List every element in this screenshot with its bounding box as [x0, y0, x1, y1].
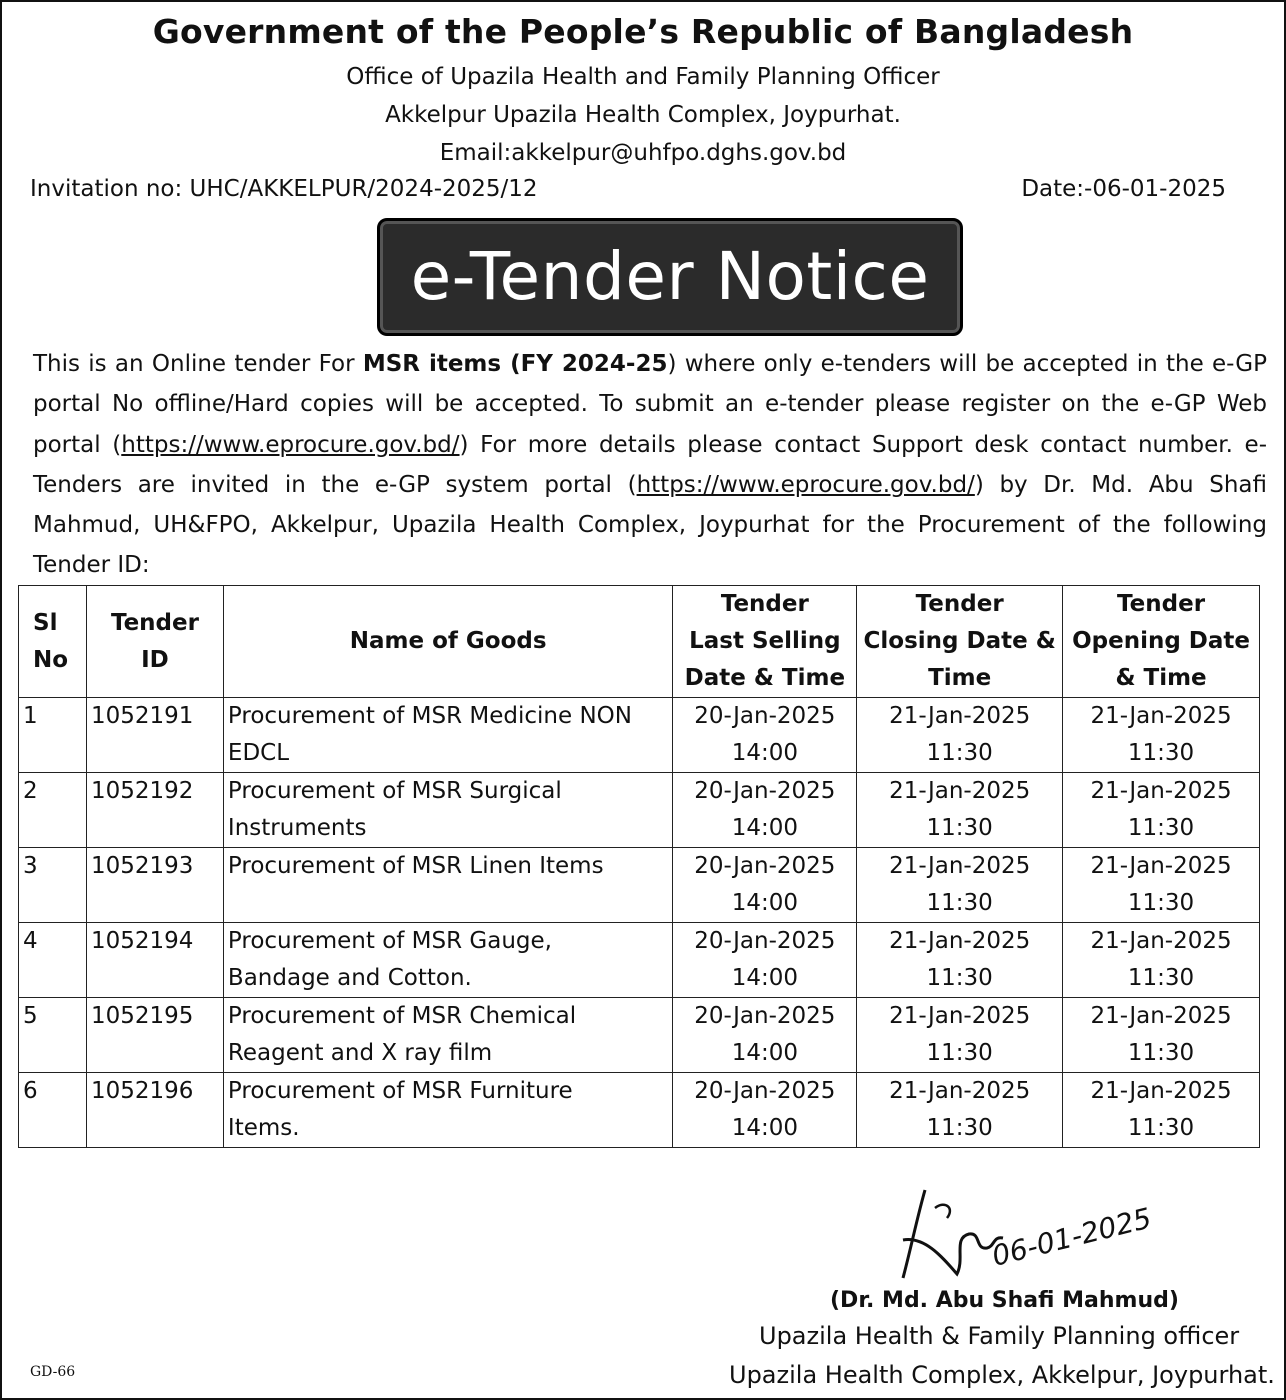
row-opening: 21-Jan-2025 11:30 — [1063, 923, 1260, 998]
office-email: Email:akkelpur@uhfpo.dghs.gov.bd — [439, 140, 847, 166]
row-opening: 21-Jan-2025 11:30 — [1063, 698, 1260, 773]
e-tender-banner: e-Tender Notice — [377, 218, 963, 336]
row-closing: 21-Jan-2025 11:30 — [857, 1073, 1063, 1148]
row-tender-id: 1052194 — [86, 923, 223, 998]
row-goods: Procurement of MSR Furniture Items. — [223, 1073, 673, 1148]
row-selling: 20-Jan-2025 14:00 — [673, 773, 857, 848]
row-opening: 21-Jan-2025 11:30 — [1063, 848, 1260, 923]
row-sl: 3 — [19, 848, 87, 923]
row-closing: 21-Jan-2025 11:30 — [857, 698, 1063, 773]
row-sl: 6 — [19, 1073, 87, 1148]
meta-row — [30, 176, 1226, 202]
row-opening: 21-Jan-2025 11:30 — [1063, 1073, 1260, 1148]
signatory-name: (Dr. Md. Abu Shafi Mahmud) — [830, 1288, 1179, 1313]
row-goods: Procurement of MSR Surgical Instruments — [223, 773, 673, 848]
header-last-selling: Tender Last Selling Date & Time — [673, 586, 857, 698]
intro-text-2: ) where only e-tenders will be accepted in the e-GP portal No offline/Hard copies will be accepted. To submit an e-tender please register on the e-GP Web portal ( — [33, 351, 1267, 458]
intro-text-4: ) by Dr. Md. Abu Shafi Mahmud, UH&FPO, Akkelpur, Upazila Health Complex, Joypurhat for the Procurement of the following Tender ID: — [33, 471, 1268, 579]
row-goods: Procurement of MSR Gauge, Bandage and Cotton. — [223, 923, 673, 998]
row-tender-id: 1052193 — [86, 848, 223, 923]
notice-date: Date:-06-01-2025 — [1021, 176, 1226, 202]
header-name-of-goods: Name of Goods — [223, 586, 673, 698]
header-sl-no: Sl No — [19, 586, 87, 698]
signatory-title: Upazila Health & Family Planning officer — [759, 1322, 1240, 1350]
signature-date: 06-01-2025 — [988, 1201, 1155, 1273]
table-row — [19, 698, 1260, 773]
table-header-row — [19, 586, 1260, 698]
table-row — [19, 848, 1260, 923]
invitation-number: Invitation no: UHC/AKKELPUR/2024-2025/12 — [30, 176, 538, 202]
table-row — [19, 998, 1260, 1073]
header-opening: Tender Opening Date & Time — [1063, 586, 1260, 698]
row-tender-id: 1052196 — [86, 1073, 223, 1148]
row-selling: 20-Jan-2025 14:00 — [673, 998, 857, 1073]
intro-paragraph — [33, 344, 1267, 586]
row-sl: 2 — [19, 773, 87, 848]
row-closing: 21-Jan-2025 11:30 — [857, 773, 1063, 848]
row-tender-id: 1052191 — [86, 698, 223, 773]
row-opening: 21-Jan-2025 11:30 — [1063, 998, 1260, 1073]
row-closing: 21-Jan-2025 11:30 — [857, 848, 1063, 923]
handwritten-signature — [895, 1178, 1155, 1288]
row-selling: 20-Jan-2025 14:00 — [673, 1073, 857, 1148]
intro-text-3: ) For more details please contact Support desk contact number. e-Tenders are invited in the e-GP system portal ( — [33, 431, 1268, 498]
row-tender-id: 1052195 — [86, 998, 223, 1073]
row-tender-id: 1052192 — [86, 773, 223, 848]
row-opening: 21-Jan-2025 11:30 — [1063, 773, 1260, 848]
row-sl: 1 — [19, 698, 87, 773]
government-title: Government of the People’s Republic of Bangladesh — [152, 12, 1134, 51]
header-tender-id: Tender ID — [86, 586, 223, 698]
intro-bold: MSR items (FY 2024-25 — [362, 351, 668, 377]
intro-text-1: This is an Online tender For — [33, 351, 363, 377]
signatory-office: Upazila Health Complex, Akkelpur, Joypurhat. — [729, 1361, 1275, 1389]
row-goods: Procurement of MSR Chemical Reagent and X ray film — [223, 998, 673, 1073]
table-row — [19, 923, 1260, 998]
row-selling: 20-Jan-2025 14:00 — [673, 848, 857, 923]
row-selling: 20-Jan-2025 14:00 — [673, 923, 857, 998]
tender-table — [18, 585, 1260, 1148]
row-sl: 4 — [19, 923, 87, 998]
row-goods: Procurement of MSR Medicine NON EDCL — [223, 698, 673, 773]
complex-name: Akkelpur Upazila Health Complex, Joypurhat. — [385, 102, 901, 128]
table-row — [19, 773, 1260, 848]
row-closing: 21-Jan-2025 11:30 — [857, 923, 1063, 998]
row-selling: 20-Jan-2025 14:00 — [673, 698, 857, 773]
row-goods: Procurement of MSR Linen Items — [223, 848, 673, 923]
eprocure-link-1[interactable]: https://www.eprocure.gov.bd/ — [121, 431, 460, 458]
gd-code: GD-66 — [30, 1364, 76, 1380]
office-name: Office of Upazila Health and Family Planning Officer — [346, 64, 940, 90]
row-closing: 21-Jan-2025 11:30 — [857, 998, 1063, 1073]
eprocure-link-2[interactable]: https://www.eprocure.gov.bd/ — [636, 471, 975, 498]
table-row — [19, 1073, 1260, 1148]
header-closing: Tender Closing Date & Time — [857, 586, 1063, 698]
row-sl: 5 — [19, 998, 87, 1073]
